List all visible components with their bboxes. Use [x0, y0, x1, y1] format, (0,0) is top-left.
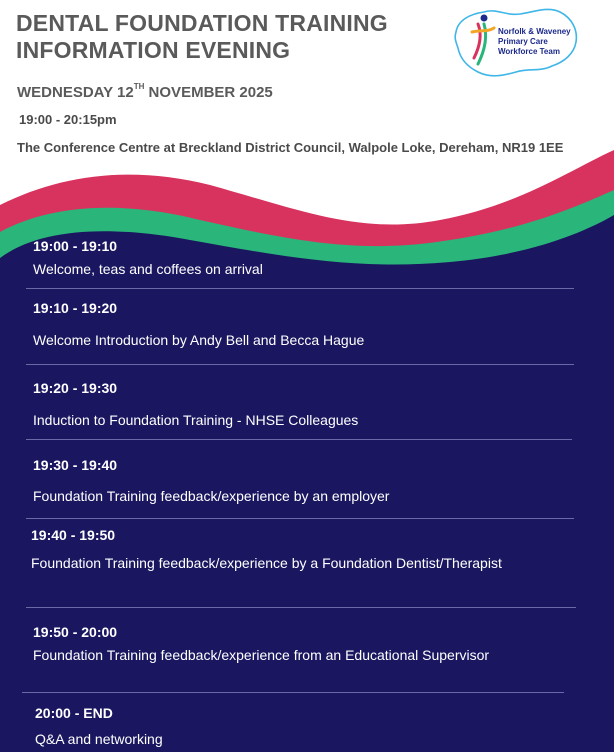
divider [26, 518, 574, 519]
divider [22, 692, 564, 693]
agenda-description: Q&A and networking [35, 731, 163, 747]
title-line-2: INFORMATION EVENING [16, 37, 291, 63]
agenda-description: Welcome Introduction by Andy Bell and Becca Hague [33, 332, 365, 348]
agenda-time: 20:00 - END [35, 705, 113, 721]
agenda-time: 19:50 - 20:00 [33, 624, 118, 640]
agenda-time: 19:40 - 19:50 [31, 527, 116, 543]
divider [26, 288, 574, 289]
agenda-time: 19:00 - 19:10 [33, 238, 118, 254]
event-time: 19:00 - 20:15pm [19, 112, 117, 127]
agenda-description: Induction to Foundation Training - NHSE Colleagues [33, 412, 359, 428]
divider [26, 439, 572, 440]
agenda-time: 19:30 - 19:40 [33, 457, 118, 473]
agenda-description: Welcome, teas and coffees on arrival [33, 261, 263, 277]
logo-text: Norfolk & Waveney Primary Care Workforce Team [498, 27, 571, 56]
agenda-time: 19:20 - 19:30 [33, 380, 118, 396]
agenda-time: 19:10 - 19:20 [33, 300, 118, 316]
agenda-description: Foundation Training feedback/experience by an employer [33, 488, 390, 504]
event-venue: The Conference Centre at Breckland District Council, Walpole Loke, Dereham, NR19 1EE [17, 140, 564, 155]
event-date: WEDNESDAY 12TH NOVEMBER 2025 [17, 82, 273, 101]
title-line-1: DENTAL FOUNDATION TRAINING [16, 10, 388, 36]
agenda-description: Foundation Training feedback/experience from an Educational Supervisor [33, 647, 490, 663]
divider [26, 364, 574, 365]
divider [26, 607, 576, 608]
agenda-description: Foundation Training feedback/experience by a Foundation Dentist/Therapist [31, 555, 502, 571]
